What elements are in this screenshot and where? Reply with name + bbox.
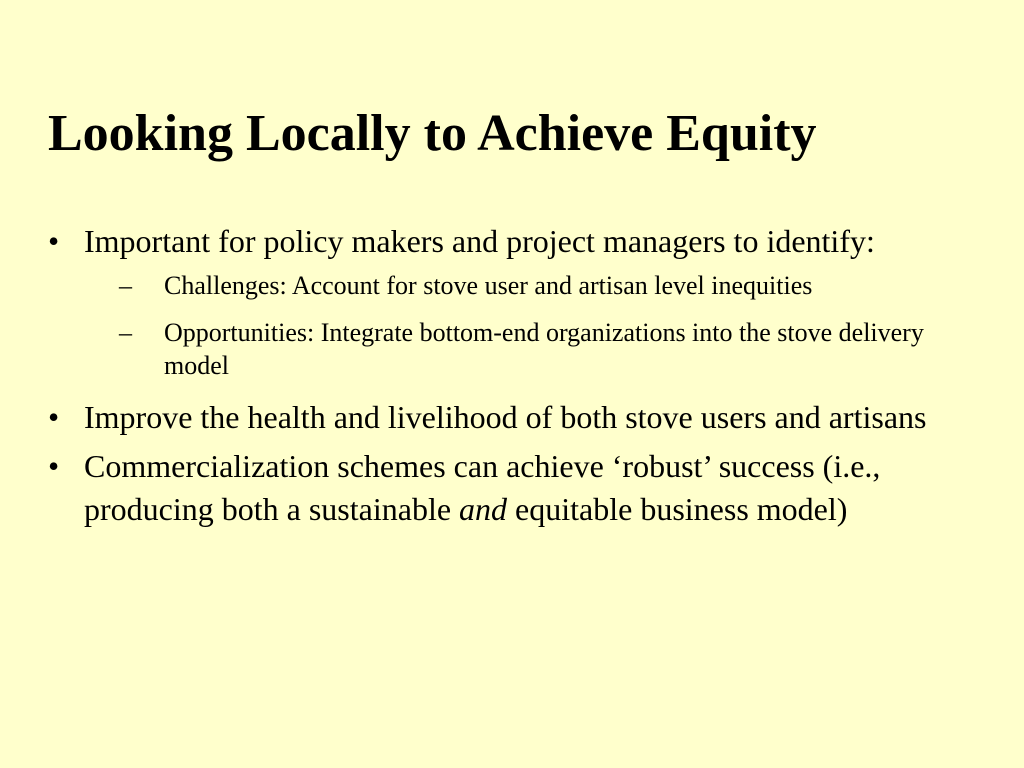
bullet-text [84,448,880,527]
sub-bullet-list [84,269,968,382]
slide-title: Looking Locally to Achieve Equity [48,105,817,162]
bullet-text-part: equitable business model) [507,491,848,527]
bullet-text-emphasis: and [459,491,508,527]
bullet-icon: • [48,399,60,435]
dash-icon: – [119,318,132,347]
bullet-icon: • [48,448,60,484]
dash-icon: – [119,271,132,300]
bullet-item [48,220,968,382]
bullet-icon: • [48,223,60,259]
sub-bullet-item [119,316,968,382]
sub-bullet-text: Challenges: Account for stove user and artisan level inequities [164,271,813,300]
bullet-text: Improve the health and livelihood of both stove users and artisans [84,399,927,435]
sub-bullet-text: Opportunities: Integrate bottom-end organizations into the stove delivery model [164,318,924,380]
bullet-list [48,220,968,537]
bullet-text-part: Commercialization schemes can achieve ‘robust’ success (i.e., producing both a sustainable [84,448,881,527]
bullet-item [48,396,968,439]
bullet-text: Important for policy makers and project managers to identify: [84,223,875,259]
sub-bullet-item [119,269,968,302]
bullet-item [48,445,968,531]
